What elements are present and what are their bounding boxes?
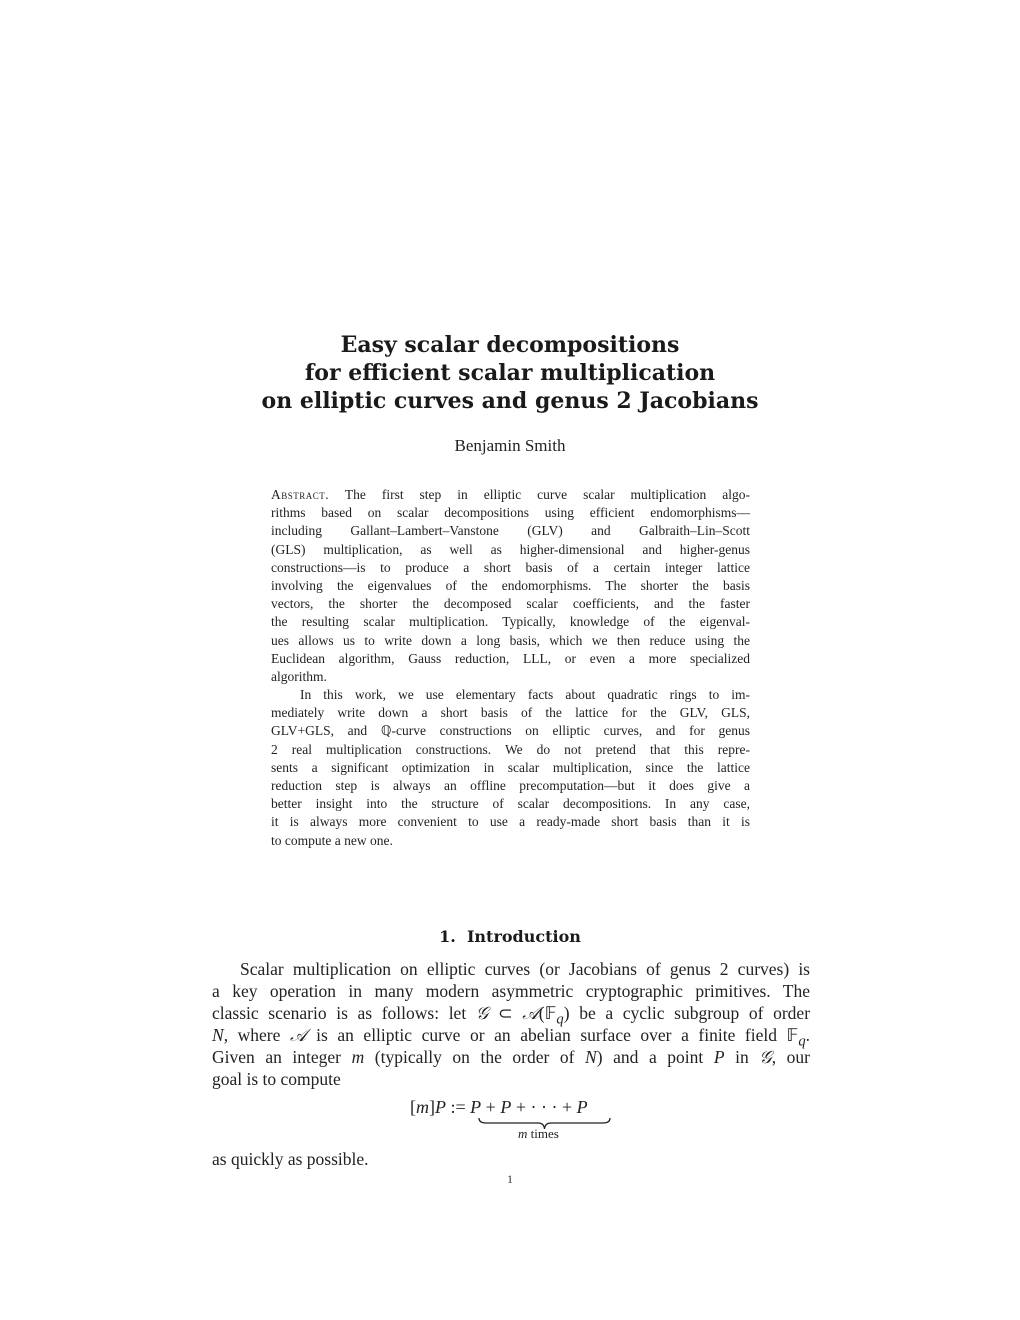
section-number: 1. (439, 927, 456, 946)
abstract-line: (GLS) multiplication, as well as higher-dimensional and higher-genus (271, 541, 750, 557)
intro-paragraph (212, 958, 810, 1090)
abstract-line: mediately write down a short basis of the lattice for the GLV, GLS, (271, 705, 750, 721)
abstract-line: to compute a new one. (271, 832, 393, 848)
body-line: a key operation in many modern asymmetric cryptographic primitives. The (212, 981, 810, 1001)
body-line: classic scenario is as follows: let 𝒢 ⊂ 𝒜(𝔽$_q$) be a cyclic subgroup of order (212, 1003, 811, 1028)
abstract-line: involving the eigenvalues of the endomorphisms. The shorter the basis (271, 577, 750, 593)
abstract-line: 2 real multiplication constructions. We do not pretend that this repre- (271, 741, 750, 757)
body-line: goal is to compute (212, 1069, 341, 1089)
abstract-line: it is always more convenient to use a ready-made short basis than it is (271, 814, 750, 830)
abstract-line: vectors, the shorter the decomposed scalar coefficients, and the faster (271, 596, 750, 612)
title-line-2: for efficient scalar multiplication (304, 360, 716, 386)
section-title: Introduction (466, 927, 581, 946)
abstract-line: reduction step is always an offline precomputation—but it does give a (271, 778, 750, 793)
abstract (271, 486, 750, 850)
section-heading (0, 927, 1020, 946)
abstract-line: including Gallant–Lambert–Vanstone (GLV) and Galbraith–Lin–Scott (271, 523, 750, 539)
abstract-heading: Abstract. (271, 487, 330, 502)
underbrace-label: m times (518, 1126, 559, 1141)
abstract-line: algorithm. (271, 668, 327, 684)
scalar-mult-equation: [m]P := P + P + · · · + P (410, 1097, 588, 1117)
abstract-line: rithms based on scalar decompositions using efficient endomorphisms— (271, 505, 750, 521)
abstract-line: GLV+GLS, and ℚ-curve constructions on elliptic curves, and for genus (271, 723, 750, 739)
author-name: Benjamin Smith (454, 436, 566, 455)
body-line: Given an integer m (typically on the order of N) and a point P in 𝒢, our (212, 1047, 810, 1067)
abstract-line: In this work, we use elementary facts about quadratic rings to im- (300, 687, 750, 703)
abstract-line: the resulting scalar multiplication. Typically, knowledge of the eigenval- (271, 614, 750, 630)
page-number: 1 (507, 1172, 513, 1186)
title-line-3: on elliptic curves and genus 2 Jacobians (261, 388, 759, 414)
abstract-line: better insight into the structure of scalar decompositions. In any case, (271, 796, 750, 812)
abstract-line: ues allows us to write down a long basis, which we then reduce using the (271, 632, 750, 648)
body-line: Scalar multiplication on elliptic curves (or Jacobians of genus 2 curves) is (240, 959, 810, 979)
abstract-line: Abstract. The first step in elliptic curve scalar multiplication algo- (271, 487, 750, 502)
body-continuation: as quickly as possible. (212, 1149, 369, 1169)
abstract-line: constructions—is to produce a short basis of a certain integer lattice (271, 559, 750, 575)
body-line: N, where 𝒜 is an elliptic curve or an abelian surface over a finite field 𝔽$_q$. (212, 1025, 811, 1050)
abstract-line: sents a significant optimization in scalar multiplication, since the lattice (271, 759, 750, 775)
abstract-line: Euclidean algorithm, Gauss reduction, LLL, or even a more specialized (271, 650, 750, 666)
title-line-1: Easy scalar decompositions (340, 332, 680, 358)
paper-title (0, 331, 1020, 415)
